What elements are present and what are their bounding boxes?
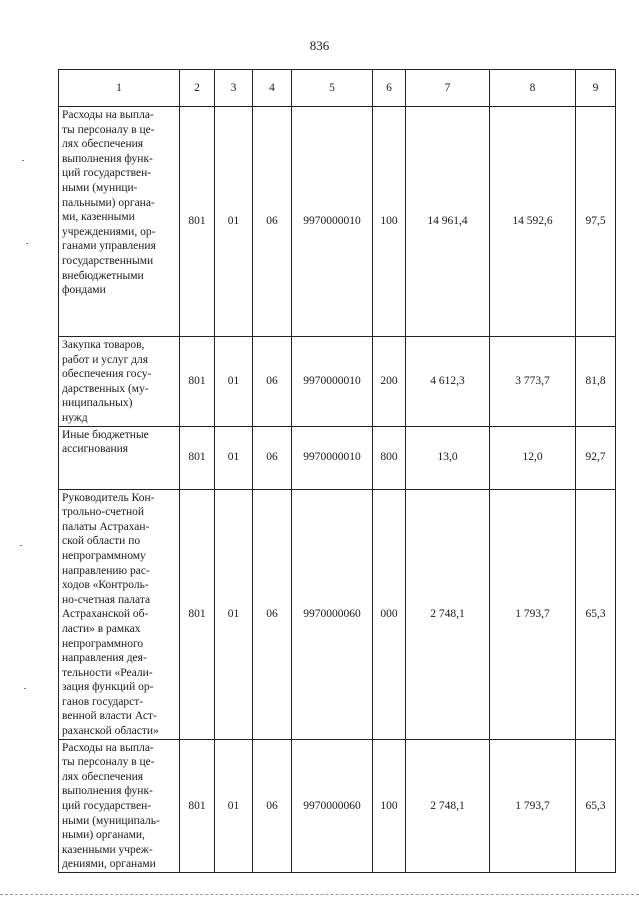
table-row xyxy=(59,426,616,489)
value-cell-9: 92,7 xyxy=(576,426,616,489)
value-cell-2: 801 xyxy=(180,337,215,427)
header-cell: 3 xyxy=(215,70,253,107)
table-row xyxy=(59,337,616,427)
value-cell-3: 01 xyxy=(215,739,253,872)
value-cell-5: 9970000060 xyxy=(292,489,373,739)
value-cell-5: 9970000060 xyxy=(292,739,373,872)
value-cell-9: 65,3 xyxy=(576,739,616,872)
scan-speck xyxy=(24,688,26,689)
header-cell: 2 xyxy=(180,70,215,107)
value-cell-6: 100 xyxy=(373,739,406,872)
value-cell-8: 3 773,7 xyxy=(490,337,576,427)
header-cell: 1 xyxy=(59,70,180,107)
value-cell-6: 000 xyxy=(373,489,406,739)
value-cell-3: 01 xyxy=(215,107,253,337)
row-name-cell: Руководитель Кон- трольно-счетной палаты Астрахан- ской области по непрограммному направлению рас- ходов «Контроль- но-счетная палата Астраханской об- ласти» в рамках непрограммного направления дея- тельности «Реали- зация функций ор- ганов государст- венной власти Аст- раханской области» xyxy=(59,489,180,739)
value-cell-6: 800 xyxy=(373,426,406,489)
value-cell-3: 01 xyxy=(215,489,253,739)
value-cell-5: 9970000010 xyxy=(292,426,373,489)
scan-speck xyxy=(20,545,22,546)
value-cell-4: 06 xyxy=(253,739,292,872)
value-cell-5: 9970000010 xyxy=(292,337,373,427)
value-cell-2: 801 xyxy=(180,107,215,337)
row-name-cell: Закупка товаров, работ и услуг для обеспечения госу- дарственных (му- ниципальных) нужд xyxy=(59,337,180,427)
value-cell-7: 2 748,1 xyxy=(406,489,490,739)
value-cell-8: 1 793,7 xyxy=(490,739,576,872)
row-name-cell: Расходы на выпла- ты персоналу в це- лях обеспечения выполнения функ- ций государствен- ными (муници- пальными) органа- ми, казенными учреждениями, ор- ганами управления государственными внебюджетными фондами xyxy=(59,107,180,337)
value-cell-2: 801 xyxy=(180,739,215,872)
header-cell: 6 xyxy=(373,70,406,107)
value-cell-4: 06 xyxy=(253,426,292,489)
value-cell-4: 06 xyxy=(253,489,292,739)
row-name-cell: Иные бюджетные ассигнования xyxy=(59,426,180,489)
page-number: 836 xyxy=(309,38,330,53)
value-cell-2: 801 xyxy=(180,426,215,489)
value-cell-3: 01 xyxy=(215,426,253,489)
value-cell-4: 06 xyxy=(253,337,292,427)
value-cell-7: 14 961,4 xyxy=(406,107,490,337)
bottom-rule xyxy=(0,894,639,895)
value-cell-4: 06 xyxy=(253,107,292,337)
value-cell-5: 9970000010 xyxy=(292,107,373,337)
value-cell-6: 200 xyxy=(373,337,406,427)
value-cell-9: 81,8 xyxy=(576,337,616,427)
value-cell-2: 801 xyxy=(180,489,215,739)
value-cell-8: 12,0 xyxy=(490,426,576,489)
header-cell: 7 xyxy=(406,70,490,107)
table-row xyxy=(59,739,616,872)
header-row xyxy=(59,70,616,107)
value-cell-9: 97,5 xyxy=(576,107,616,337)
value-cell-6: 100 xyxy=(373,107,406,337)
value-cell-7: 13,0 xyxy=(406,426,490,489)
header-cell: 9 xyxy=(576,70,616,107)
value-cell-8: 14 592,6 xyxy=(490,107,576,337)
row-name-cell: Расходы на выпла- ты персоналу в це- лях обеспечения выполнения функ- ций государствен- ными (муниципаль- ными) органами, казенными учреж- дениями, органами xyxy=(59,739,180,872)
table-row xyxy=(59,107,616,337)
value-cell-7: 4 612,3 xyxy=(406,337,490,427)
scan-speck xyxy=(26,243,28,244)
table-body xyxy=(59,107,616,873)
budget-table xyxy=(58,69,616,873)
value-cell-8: 1 793,7 xyxy=(490,489,576,739)
value-cell-9: 65,3 xyxy=(576,489,616,739)
scan-speck xyxy=(22,160,24,161)
table-row xyxy=(59,489,616,739)
header-cell: 8 xyxy=(490,70,576,107)
header-cell: 5 xyxy=(292,70,373,107)
header-cell: 4 xyxy=(253,70,292,107)
value-cell-7: 2 748,1 xyxy=(406,739,490,872)
value-cell-3: 01 xyxy=(215,337,253,427)
